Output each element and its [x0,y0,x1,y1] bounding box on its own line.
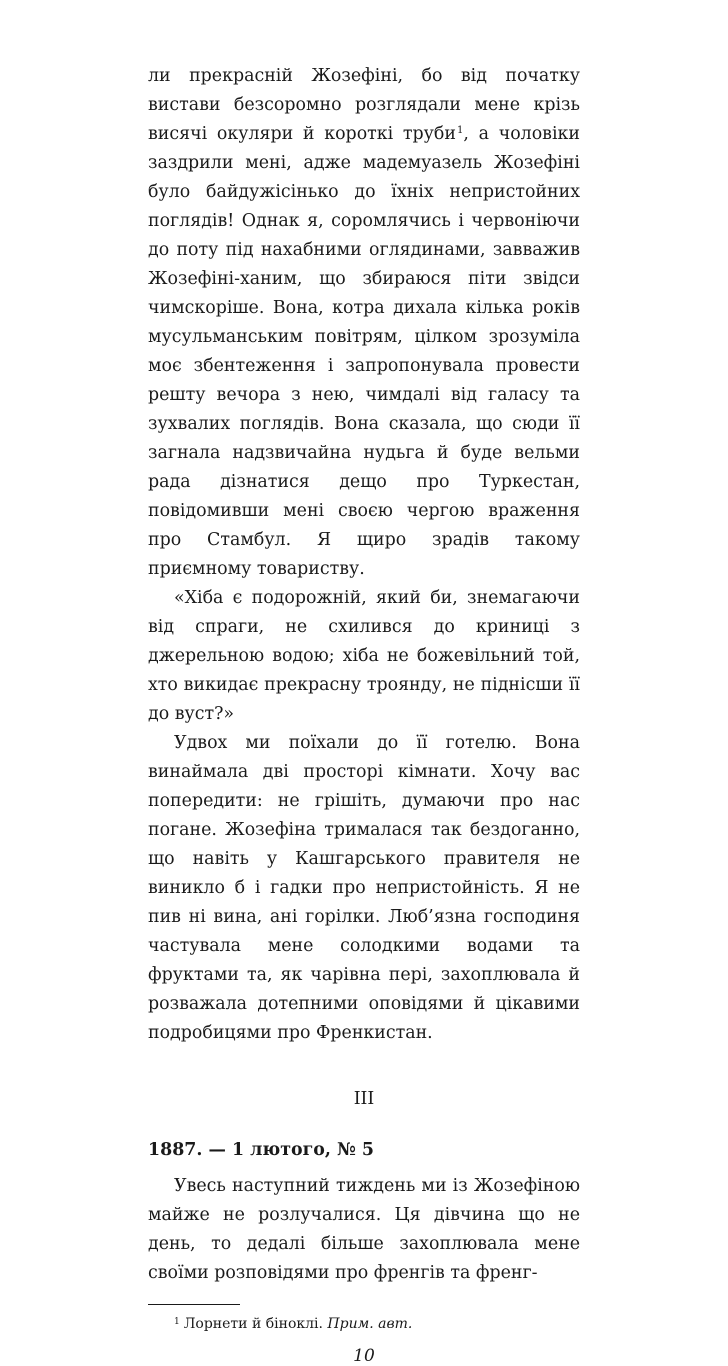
diary-entry-heading: 1887. — 1 лютого, № 5 [148,1140,375,1160]
paragraph-quote: «Хіба є подорожній, який би, знемагаючи від спраги, не схилився до криниці з джерельною водою; хіба не божевільний той, хто викидає прекрасну троянду, не піднісши її до вуст?» [148,588,580,724]
paragraph-text: ли прекрасній Жозефіні, бо від початку вистави безсоромно розглядали мене крізь висячі окуляри й короткі труби [148,66,580,144]
paragraph: Удвох ми поїхали до її готелю. Вона винаймала дві просторі кімнати. Хочу вас попередити: не грішіть, думаючи про нас погане. Жозефіна трималася так бездоганно, що навіть у Кашгарського правителя не виникло б і гадки про непристойність. Я не пив ні вина, ані горілки. Люб’язна господиня частувала мене солодкими водами та фруктами та, як чарівна пері, захоплювала й розважала дотепними оповідями й цікавими подробицями про Френкистан. [148,733,580,1043]
footnote-divider [148,1304,240,1305]
paragraph-text: , а чоловіки заздрили мені, адже мадемуазель Жозефіні було байдужісінько до їхніх непристойних поглядів! Однак я, соромлячись і червоніючи до поту під нахабними оглядинами, завважив Жозефіні-ханим, що збираюся піти звідси чимскоріше. Вона, котра дихала кілька років мусульманським повітрям, цілком зрозуміла моє збентеження і запропонувала провести решту вечора з нею, чимдалі від галасу та зухвалих поглядів. Вона сказала, що сюди її загнала надзвичайна нудьга й буде вельми рада дізнатися дещо про Туркестан, повідомивши мені своєю чергою враження про Стамбул. Я щиро зрадів такому приємному товариству. [148,124,580,579]
section-number: III [353,1089,375,1109]
paragraph: Увесь наступний тиждень ми із Жозефіною майже не розлучалися. Ця дівчина що не день, то дедалі більше захоплювала мене своїми розповідями про френгів та френг- [148,1176,580,1283]
footnote-text: Лорнети й біноклі. [183,1316,328,1332]
paragraph-continuation [148,62,580,584]
page-number: 10 [353,1346,375,1366]
footnote-reference[interactable]: 1 [456,125,464,136]
footnote-author-note: Прим. авт. [327,1316,413,1332]
footnote [148,1314,580,1334]
footnote-marker: 1 [174,1317,180,1327]
book-page [148,62,580,1366]
